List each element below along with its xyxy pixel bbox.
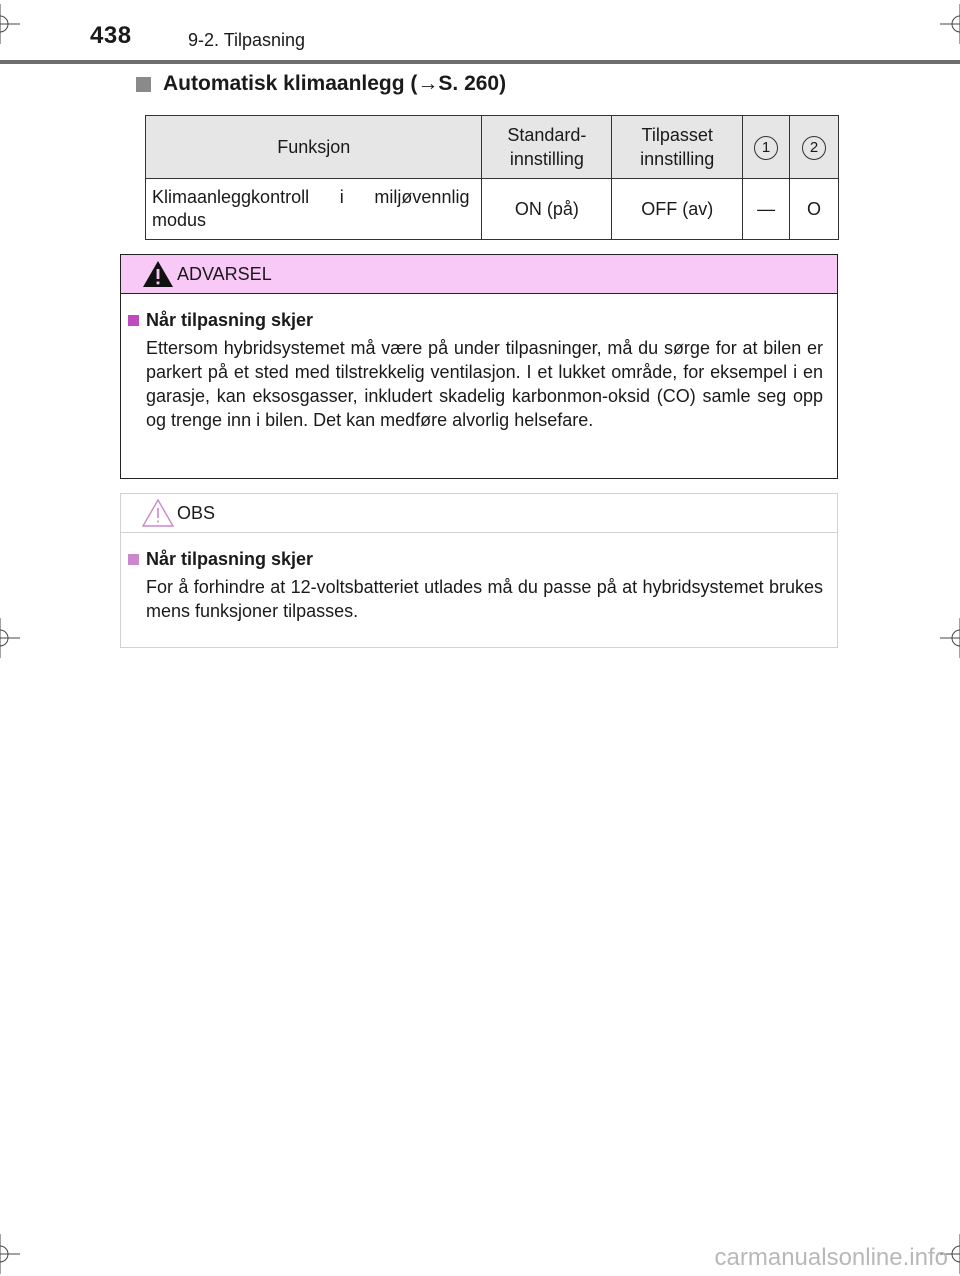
notice-header (121, 494, 837, 533)
watermark: carmanualsonline.info (714, 1244, 948, 1271)
warning-label: ADVARSEL (177, 263, 272, 284)
notice-label: OBS (177, 502, 216, 523)
crop-mark-bottom-left (0, 1234, 20, 1274)
crop-mark-top-left (0, 4, 20, 44)
header-default-setting: Standard- innstilling (482, 116, 612, 179)
notice-subheading-text: Når tilpasning skjer (146, 549, 314, 569)
header-rule (0, 60, 960, 64)
table-row (146, 179, 839, 240)
circled-number-1-icon: 1 (754, 136, 778, 160)
notice-box (120, 493, 838, 648)
cell-default: ON (på) (482, 179, 612, 240)
section-title-text: Automatisk klimaanlegg (→S. 260) (163, 72, 507, 95)
notice-subheading (128, 549, 823, 570)
chapter-title: 9-2. Tilpasning (188, 30, 306, 50)
gray-square-icon (136, 77, 151, 92)
crop-mark-mid-left (0, 618, 20, 658)
notice-text: For å forhindre at 12-voltsbatteriet utlades må du passe på at hybridsystemet brukes mens funksjoner tilpasses. (146, 577, 823, 621)
circled-number-2-icon: 2 (802, 136, 826, 160)
warning-header (121, 255, 837, 294)
cell-col2: O (790, 179, 839, 240)
warning-subheading-text: Når tilpasning skjer (146, 310, 314, 330)
table-header-row (146, 116, 839, 179)
header-custom-setting: Tilpasset innstilling (612, 116, 743, 179)
warning-box (120, 254, 838, 479)
crop-mark-mid-right (940, 618, 960, 658)
notice-body (121, 533, 837, 623)
cell-col1: — (743, 179, 790, 240)
header-function: Funksjon (146, 116, 482, 179)
caution-outline-triangle-icon (141, 498, 175, 528)
magenta-square-icon (128, 554, 139, 565)
warning-body (121, 294, 837, 432)
warning-subheading (128, 310, 823, 331)
page-number: 438 (90, 22, 132, 49)
section-title (136, 72, 506, 96)
customization-table (145, 115, 839, 240)
cell-custom: OFF (av) (612, 179, 743, 240)
warning-triangle-icon (141, 259, 175, 289)
cell-function: Klimaanleggkontroll i miljøvennlig modus (146, 179, 482, 240)
header-column-2 (790, 116, 839, 179)
header-column-1 (743, 116, 790, 179)
magenta-square-icon (128, 315, 139, 326)
crop-mark-top-right (940, 4, 960, 44)
warning-text: Ettersom hybridsystemet må være på under tilpasninger, må du sørge for at bilen er parkert på et sted med tilstrekkelig ventilasjon. I et lukket område, for eksempel i en garasje, kan eksosgasser, inkludert skadelig karbonmon-oksid (CO) samle seg opp og trenge inn i bilen. Det kan medføre alvorlig helsefare. (146, 338, 823, 430)
